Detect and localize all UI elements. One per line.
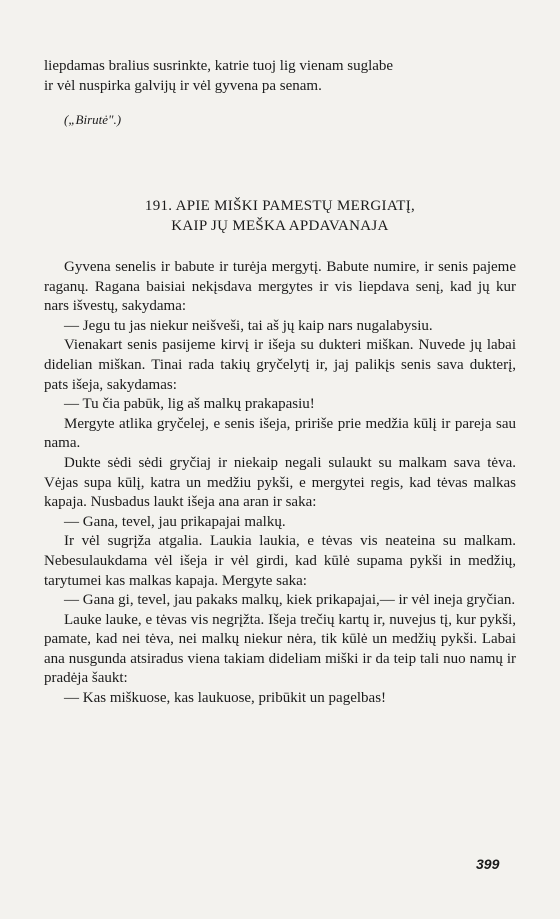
paragraph: Lauke lauke, e tėvas vis negrįžta. Išeja trečių kartų ir, nuvejus tį, kur pykši, pamate, kad nei tėva, nei malkų niekur nėra, tik kūlė un medžių pykši. Labai ana nusgunda atsiradus viena takiam dideliam miški ir da teip tali nuo namų ir pradėja šaukt: [44, 611, 516, 687]
paragraph: Gyvena senelis ir babute ir turėja mergytį. Babute numire, ir senis pajeme raganų. Ragana baisiai nekįsdava mergytes ir vis liepdava senį, kad jų kur nars išvestų, sakydama: [44, 259, 516, 315]
heading-line-1: 191. APIE MIŠKI PAMESTŲ MERGIATĮ, [144, 198, 416, 214]
continued-line-1: liepdamas bralius susrinkte, katrie tuoj lig vienam suglabe [44, 58, 394, 74]
paragraph: Dukte sėdi sėdi gryčiaj ir niekaip negali sulaukt su malkam sava tėva. Vėjas supa kūlį, katra un medžiu pykši, e mergytei regis, kad tėvas malkas kapaja. Nusbadus laukt išeja ana aran ir saka: [44, 454, 516, 511]
paragraph: — Kas miškuose, kas laukuose, pribūkit un pagelbas! [64, 690, 387, 707]
paragraph: — Jegu tu jas niekur neišveši, tai aš jų kaip nars nugalabysiu. [64, 317, 433, 334]
continued-line-2: ir vėl nuspirka galvijų ir vėl gyvena pa senam. [44, 77, 322, 94]
source-attribution: („Birutė".) [64, 112, 122, 127]
paragraph: Vienakart senis pasijeme kirvį ir išeja su dukteri miškan. Nuvede jų labai didelian miškan. Tinai rada takių gryčelytį ir, jaj palikįs senis sava dukterį, pats išeja, sakydamas: [44, 337, 516, 393]
paragraph: — Gana gi, tevel, jau pakaks malkų, kiek prikapajai,— ir vėl ineja gryčian. [64, 592, 516, 609]
story-heading [44, 197, 516, 236]
page-number: 399 [476, 856, 500, 872]
paragraph: — Gana, tevel, jau prikapajai malkų. [64, 513, 286, 530]
paragraph: Mergyte atlika gryčelej, e senis išeja, pririše prie medžia kūlį ir pareja sau nama. [44, 415, 516, 452]
paragraph: — Tu čia pabūk, lig aš malkų prakapasiu! [64, 396, 315, 413]
story-body [44, 258, 516, 709]
continued-text [44, 57, 516, 96]
paragraph: Ir vėl sugrįža atgalia. Laukia laukia, e tėvas vis neateina su malkam. Nebesulaukdama vėl išeja ir vėl girdi, kad kūlė supama pykši in medžių, tarytumei kas malkas kapaja. Mergyte saka: [44, 533, 516, 589]
heading-line-2: KAIP JŲ MEŠKA APDAVANAJA [171, 217, 389, 234]
